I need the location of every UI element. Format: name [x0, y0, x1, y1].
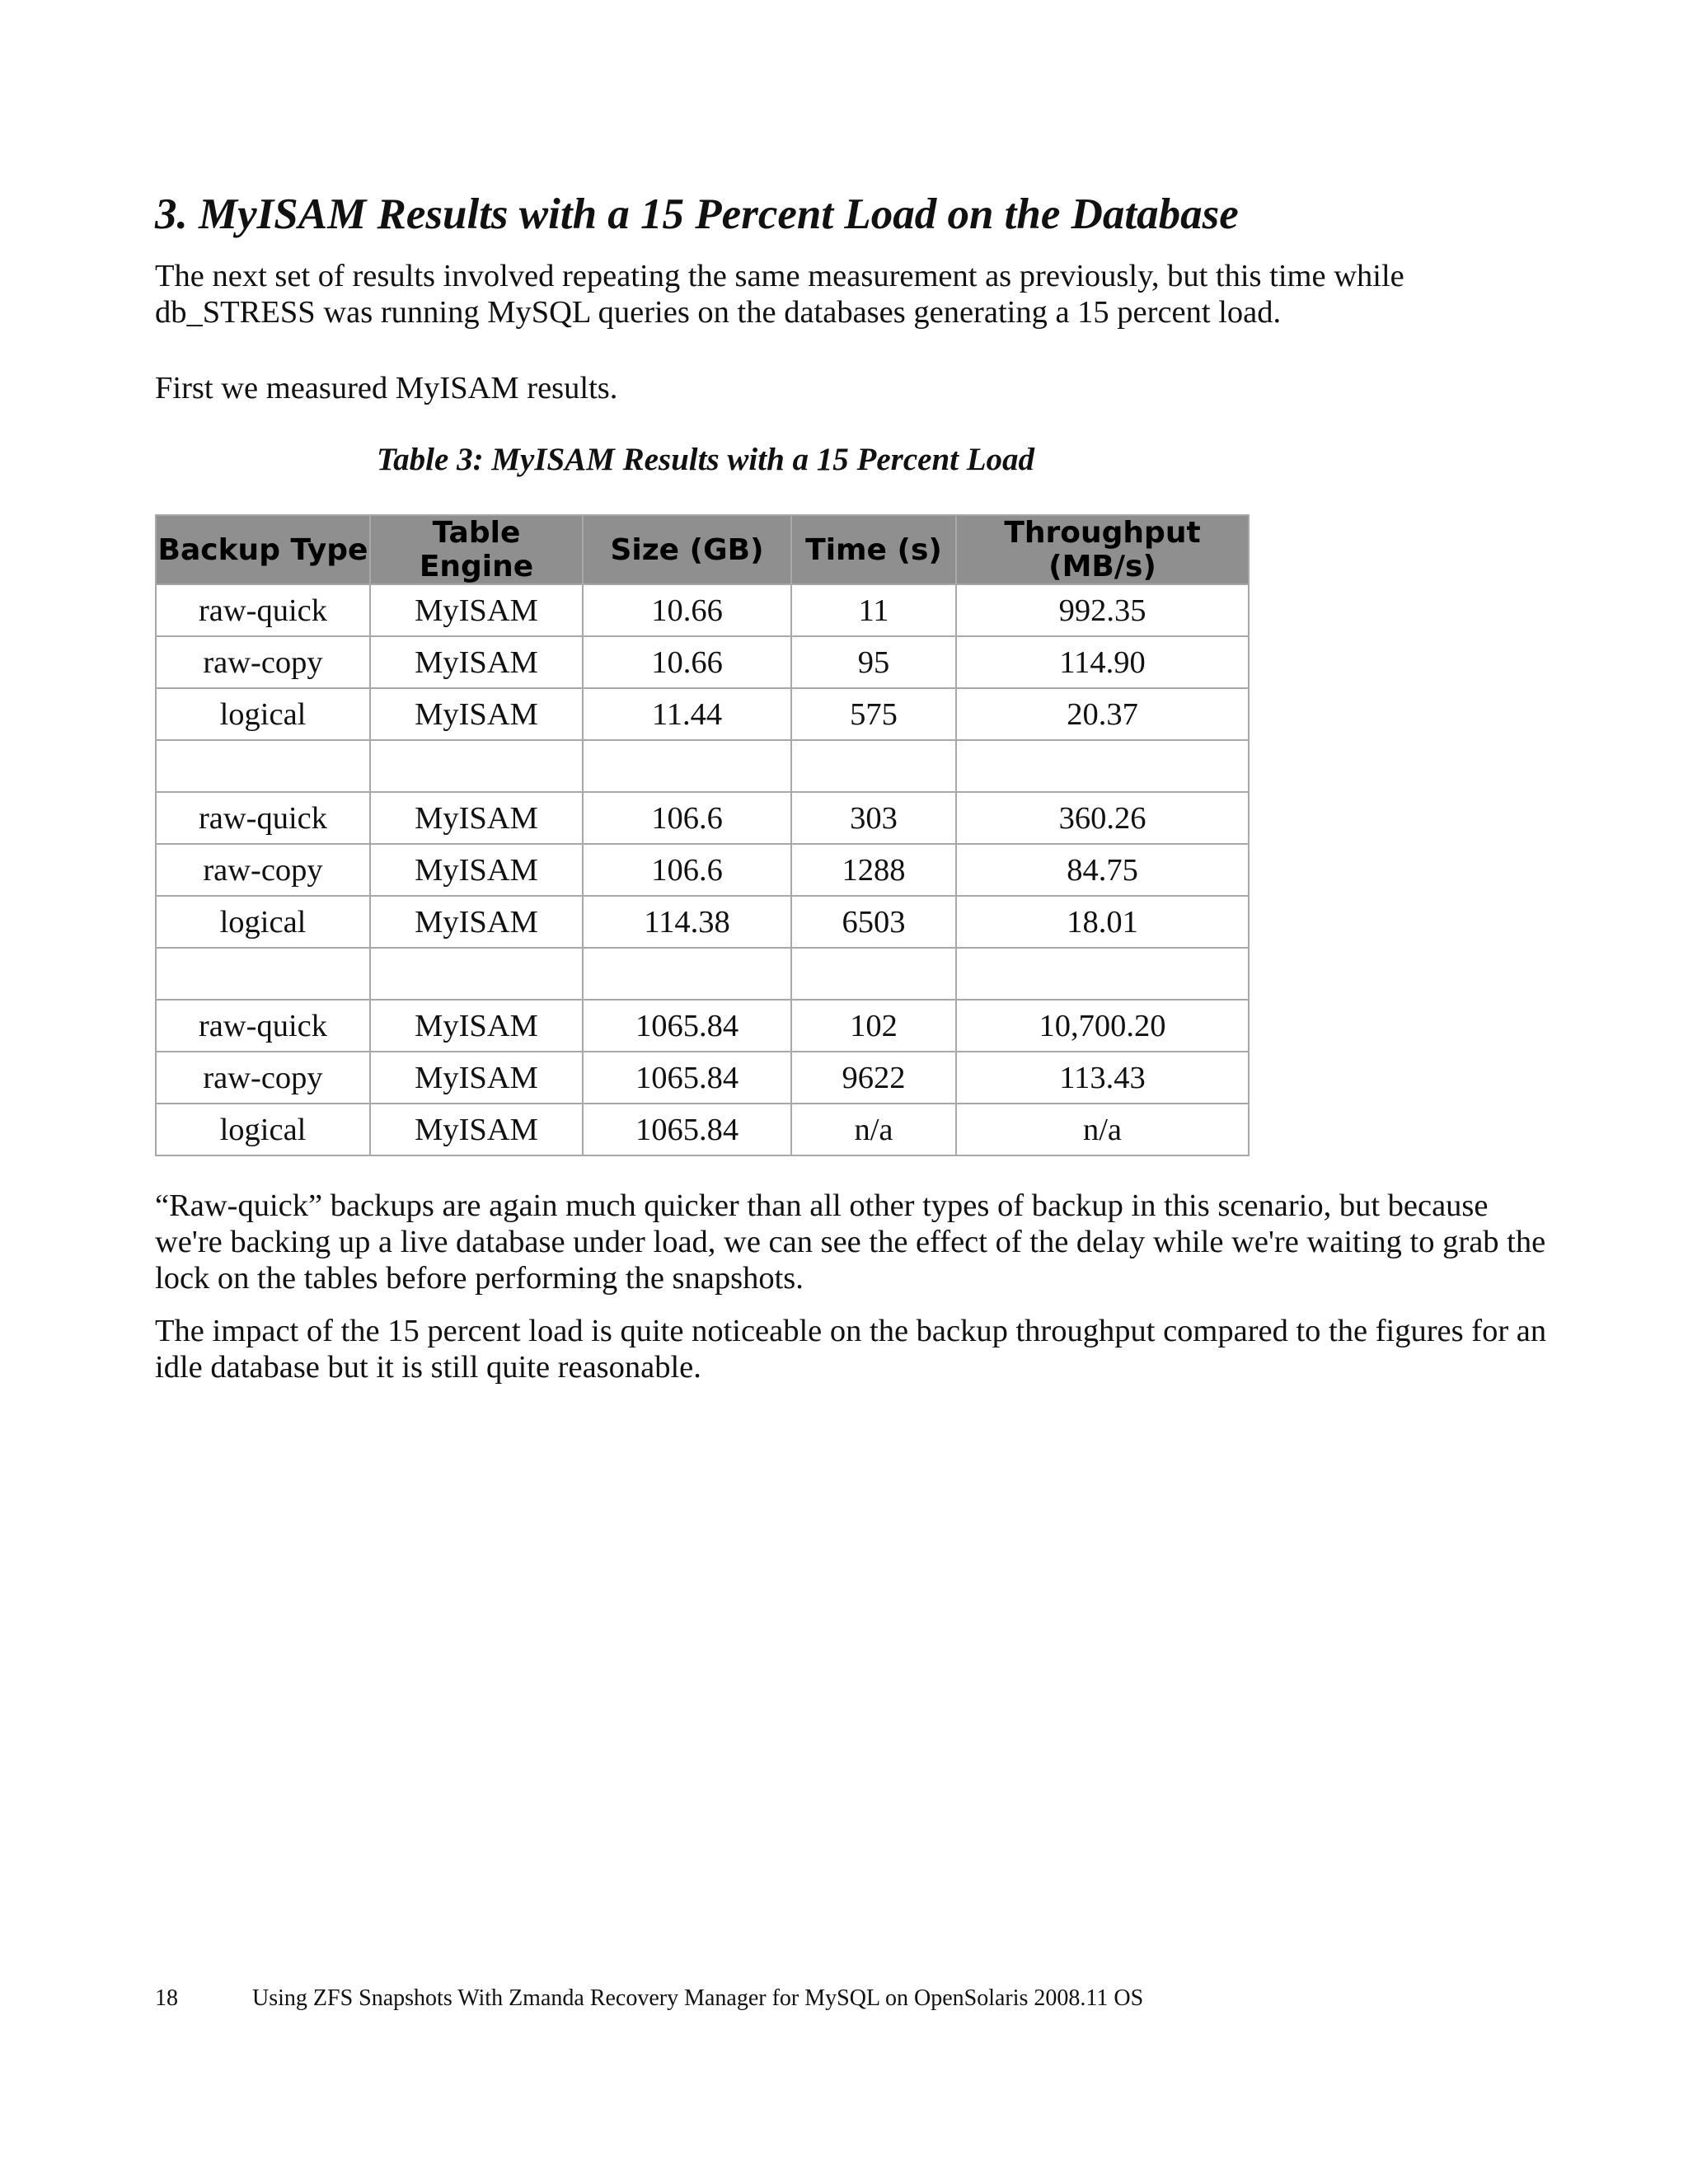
- cell-throughput: 114.90: [956, 636, 1249, 688]
- cell-backup-type: raw-quick: [156, 1000, 370, 1052]
- table-header-row: [156, 515, 1249, 584]
- cell-time: 102: [791, 1000, 956, 1052]
- table-row: [156, 1000, 1249, 1052]
- cell-size: 106.6: [583, 792, 791, 844]
- cell-backup-type: raw-quick: [156, 584, 370, 636]
- cell-throughput: 360.26: [956, 792, 1249, 844]
- cell-backup-type: logical: [156, 1104, 370, 1155]
- cell-empty: [370, 740, 583, 792]
- cell-time: 95: [791, 636, 956, 688]
- cell-backup-type: logical: [156, 688, 370, 740]
- cell-empty: [156, 948, 370, 1000]
- cell-table-engine: MyISAM: [370, 896, 583, 948]
- cell-size: 106.6: [583, 844, 791, 896]
- table-row: [156, 584, 1249, 636]
- cell-backup-type: raw-copy: [156, 636, 370, 688]
- table-spacer-row: [156, 948, 1249, 1000]
- cell-throughput: 18.01: [956, 896, 1249, 948]
- cell-table-engine: MyISAM: [370, 1104, 583, 1155]
- cell-table-engine: MyISAM: [370, 1052, 583, 1104]
- table-row: [156, 1104, 1249, 1155]
- header-backup-type: Backup Type: [156, 515, 370, 584]
- cell-time: n/a: [791, 1104, 956, 1155]
- cell-empty: [956, 740, 1249, 792]
- footer-title: Using ZFS Snapshots With Zmanda Recovery Manager for MySQL on OpenSolaris 2008.11 OS: [252, 1985, 1144, 2011]
- table-row: [156, 844, 1249, 896]
- header-size: Size (GB): [583, 515, 791, 584]
- cell-size: 114.38: [583, 896, 791, 948]
- cell-size: 10.66: [583, 584, 791, 636]
- cell-size: 10.66: [583, 636, 791, 688]
- cell-table-engine: MyISAM: [370, 844, 583, 896]
- cell-throughput: n/a: [956, 1104, 1249, 1155]
- cell-size: 1065.84: [583, 1000, 791, 1052]
- cell-throughput: 84.75: [956, 844, 1249, 896]
- cell-throughput: 10,700.20: [956, 1000, 1249, 1052]
- cell-table-engine: MyISAM: [370, 792, 583, 844]
- table-row: [156, 896, 1249, 948]
- cell-time: 6503: [791, 896, 956, 948]
- cell-backup-type: raw-quick: [156, 792, 370, 844]
- table-spacer-row: [156, 740, 1249, 792]
- section-heading: 3. MyISAM Results with a 15 Percent Load on the Database: [155, 190, 1239, 238]
- cell-time: 9622: [791, 1052, 956, 1104]
- results-table: [155, 514, 1250, 1156]
- cell-table-engine: MyISAM: [370, 688, 583, 740]
- intro-paragraph: The next set of results involved repeating the same measurement as previously, but this time while db_STRESS was running MySQL queries on the databases generating a 15 percent load.: [155, 259, 1404, 330]
- impact-paragraph: The impact of the 15 percent load is quite noticeable on the backup throughput compared to the figures for an idle database but it is still quite reasonable.: [155, 1314, 1547, 1385]
- cell-size: 1065.84: [583, 1052, 791, 1104]
- table-row: [156, 636, 1249, 688]
- first-measured-paragraph: First we measured MyISAM results.: [155, 371, 618, 405]
- cell-table-engine: MyISAM: [370, 584, 583, 636]
- cell-empty: [791, 740, 956, 792]
- header-throughput: Throughput (MB/s): [956, 515, 1249, 584]
- cell-backup-type: raw-copy: [156, 844, 370, 896]
- cell-table-engine: MyISAM: [370, 636, 583, 688]
- cell-size: 11.44: [583, 688, 791, 740]
- cell-throughput: 113.43: [956, 1052, 1249, 1104]
- table-caption: Table 3: MyISAM Results with a 15 Percent Load: [376, 442, 1035, 477]
- cell-time: 1288: [791, 844, 956, 896]
- cell-backup-type: logical: [156, 896, 370, 948]
- cell-time: 11: [791, 584, 956, 636]
- table-row: [156, 792, 1249, 844]
- cell-throughput: 20.37: [956, 688, 1249, 740]
- cell-size: 1065.84: [583, 1104, 791, 1155]
- table-row: [156, 688, 1249, 740]
- cell-time: 575: [791, 688, 956, 740]
- cell-backup-type: raw-copy: [156, 1052, 370, 1104]
- cell-empty: [156, 740, 370, 792]
- raw-quick-paragraph: “Raw-quick” backups are again much quicker than all other types of backup in this scenario, but because we're backing up a live database under load, we can see the effect of the delay while we're waiting to grab the lock on the tables before performing the snapshots.: [155, 1188, 1546, 1296]
- cell-table-engine: MyISAM: [370, 1000, 583, 1052]
- cell-empty: [583, 948, 791, 1000]
- cell-empty: [370, 948, 583, 1000]
- header-time: Time (s): [791, 515, 956, 584]
- cell-time: 303: [791, 792, 956, 844]
- table-row: [156, 1052, 1249, 1104]
- header-table-engine: Table Engine: [370, 515, 583, 584]
- cell-empty: [791, 948, 956, 1000]
- cell-empty: [956, 948, 1249, 1000]
- cell-throughput: 992.35: [956, 584, 1249, 636]
- cell-empty: [583, 740, 791, 792]
- page-number: 18: [155, 1985, 178, 2011]
